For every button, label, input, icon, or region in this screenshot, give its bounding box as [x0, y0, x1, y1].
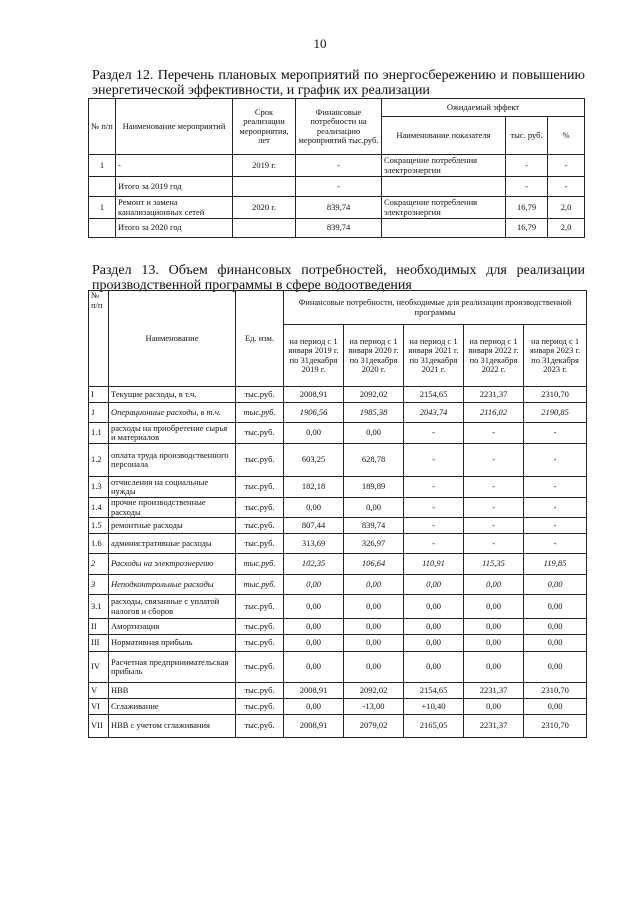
header-period: на период с 1 января 2022 г. по 31декабря 2022 г. [464, 325, 524, 387]
cell-percent: - [548, 177, 585, 197]
cell-value: 0,00 [404, 652, 464, 683]
cell-value: - [464, 498, 524, 518]
cell-value: 0,00 [404, 635, 464, 652]
cell-indicator [382, 219, 506, 238]
cell-value: 2092,02 [344, 387, 404, 403]
cell-unit: тыс.руб. [236, 403, 284, 423]
cell-name: ремонтные расходы [109, 518, 236, 534]
cell-percent: 2,0 [548, 197, 585, 219]
cell-num: III [89, 635, 109, 652]
cell-value: 807,44 [284, 518, 344, 534]
cell-unit: тыс.руб. [236, 518, 284, 534]
table-row [89, 699, 587, 715]
cell-value: 2008,91 [284, 683, 344, 699]
cell-value: 1906,56 [284, 403, 344, 423]
header-name: Наименование мероприятий [116, 99, 233, 155]
section-12-heading: Раздел 12. Перечень плановых мероприятий по энергосбережению и повышению энергетической эффективности, и график их реализации [92, 68, 585, 98]
table-row [89, 423, 587, 444]
cell-value: 0,00 [464, 595, 524, 619]
table-row [89, 575, 587, 595]
cell-unit: тыс.руб. [236, 477, 284, 498]
header-effect: Ожидаемый эффект [382, 99, 585, 117]
cell-value: - [464, 518, 524, 534]
cell-value: 0,00 [464, 575, 524, 595]
cell-num: 1 [89, 197, 116, 219]
cell-value: -13,00 [344, 699, 404, 715]
section-13-heading: Раздел 13. Объем финансовых потребностей, необходимых для реализации производственной программы в сфере водоотведения [92, 263, 585, 293]
table-row [89, 715, 587, 738]
cell-value: 0,00 [284, 498, 344, 518]
table-row [89, 554, 587, 575]
cell-thousand: 16,79 [506, 219, 548, 238]
table-row [89, 652, 587, 683]
cell-unit: тыс.руб. [236, 635, 284, 652]
cell-unit: тыс.руб. [236, 554, 284, 575]
cell-unit: тыс.руб. [236, 715, 284, 738]
cell-value: 2043,74 [404, 403, 464, 423]
header-indicator: Наименование показателя [382, 117, 506, 155]
cell-num: 2 [89, 554, 109, 575]
cell-unit: тыс.руб. [236, 652, 284, 683]
cell-value: 313,69 [284, 534, 344, 554]
cell-value: 2231,37 [464, 387, 524, 403]
cell-value: 189,89 [344, 477, 404, 498]
cell-value: - [404, 498, 464, 518]
cell-value: - [524, 534, 587, 554]
cell-value: - [404, 423, 464, 444]
cell-finance: 839,74 [296, 197, 382, 219]
cell-value: 0,00 [524, 619, 587, 635]
cell-name: Ремонт и замена канализационных сетей [116, 197, 233, 219]
cell-unit: тыс.руб. [236, 595, 284, 619]
cell-finance: - [296, 177, 382, 197]
cell-unit: тыс.руб. [236, 498, 284, 518]
cell-thousand: - [506, 155, 548, 177]
cell-value: 2231,37 [464, 683, 524, 699]
cell-value: 0,00 [344, 575, 404, 595]
cell-value: - [524, 518, 587, 534]
cell-name: Амортизация [109, 619, 236, 635]
cell-value: 0,00 [464, 699, 524, 715]
cell-value: 0,00 [284, 575, 344, 595]
cell-unit: тыс.руб. [236, 699, 284, 715]
header-unit: Ед. изм. [236, 291, 284, 387]
cell-num: 3.1 [89, 595, 109, 619]
cell-value: 0,00 [344, 619, 404, 635]
cell-num: 1.4 [89, 498, 109, 518]
cell-thousand: 16,79 [506, 197, 548, 219]
cell-num: VII [89, 715, 109, 738]
cell-value: 0,00 [284, 619, 344, 635]
cell-value: - [464, 477, 524, 498]
cell-num: 1.1 [89, 423, 109, 444]
table-row [89, 197, 585, 219]
cell-value: 2079,02 [344, 715, 404, 738]
cell-value: 2310,70 [524, 387, 587, 403]
cell-name: Неподконтрольные расходы [109, 575, 236, 595]
cell-term [233, 177, 296, 197]
cell-num [89, 219, 116, 238]
cell-num: I [89, 387, 109, 403]
cell-name: НВВ [109, 683, 236, 699]
cell-value: 2008,91 [284, 715, 344, 738]
header-num: № п/п [89, 99, 116, 155]
table-row [89, 387, 587, 403]
cell-value: +10,40 [404, 699, 464, 715]
cell-value: 839,74 [344, 518, 404, 534]
section-13-table [88, 290, 587, 738]
cell-name: прочие производственные расходы [109, 498, 236, 518]
section-12-table [88, 98, 585, 238]
cell-name: НВВ с учетом сглаживания [109, 715, 236, 738]
table-row [89, 498, 587, 518]
cell-term [233, 219, 296, 238]
table-row [89, 595, 587, 619]
table-row [89, 683, 587, 699]
cell-value: 0,00 [344, 423, 404, 444]
table-row [89, 518, 587, 534]
table-row [89, 155, 585, 177]
cell-value: - [524, 444, 587, 477]
cell-percent: 2,0 [548, 219, 585, 238]
cell-name: Нормативная прибыль [109, 635, 236, 652]
cell-name: Расчетная предпринимательская прибыль [109, 652, 236, 683]
cell-indicator [382, 177, 506, 197]
table-row [89, 477, 587, 498]
cell-num: 1 [89, 155, 116, 177]
cell-value: 0,00 [344, 635, 404, 652]
cell-name: Итого за 2020 год [116, 219, 233, 238]
cell-num: 1 [89, 403, 109, 423]
header-period: на период с 1 января 2019 г. по 31декабря 2019 г. [284, 325, 344, 387]
cell-value: 2310,70 [524, 683, 587, 699]
cell-indicator: Сокращение потребления электроэнергии [382, 155, 506, 177]
cell-value: 326,97 [344, 534, 404, 554]
cell-name: отчисления на социальные нужды [109, 477, 236, 498]
cell-value: 2008,91 [284, 387, 344, 403]
cell-value: 0,00 [284, 635, 344, 652]
cell-value: 0,00 [284, 699, 344, 715]
cell-value: - [464, 423, 524, 444]
cell-num: 3 [89, 575, 109, 595]
header-period: на период с 1 января 2023 г. по 31декабря 2023 г. [524, 325, 587, 387]
header-term: Срок реализации мероприятия, лет [233, 99, 296, 155]
cell-percent: - [548, 155, 585, 177]
cell-value: 102,35 [284, 554, 344, 575]
cell-num: 1.6 [89, 534, 109, 554]
cell-name: Расходы на электроэнергию [109, 554, 236, 575]
table-row [89, 177, 585, 197]
cell-value: 0,00 [344, 498, 404, 518]
cell-value: 2190,85 [524, 403, 587, 423]
cell-name: - [116, 155, 233, 177]
cell-term: 2020 г. [233, 197, 296, 219]
cell-value: 603,25 [284, 444, 344, 477]
cell-value: 2154,65 [404, 683, 464, 699]
cell-unit: тыс.руб. [236, 444, 284, 477]
cell-num: 1.5 [89, 518, 109, 534]
cell-unit: тыс.руб. [236, 619, 284, 635]
header-period: на период с 1 января 2020 г. по 31декабря 2020 г. [344, 325, 404, 387]
cell-indicator: Сокращение потребления электроэнергии [382, 197, 506, 219]
header-num: № п/п [89, 291, 109, 387]
cell-value: 2231,37 [464, 715, 524, 738]
cell-value: 0,00 [344, 595, 404, 619]
header-period: на период с 1 января 2021 г. по 31декабря 2021 г. [404, 325, 464, 387]
cell-value: 0,00 [404, 575, 464, 595]
page-number: 10 [313, 36, 327, 51]
cell-num: 1.2 [89, 444, 109, 477]
cell-num: 1.3 [89, 477, 109, 498]
cell-value: 2116,02 [464, 403, 524, 423]
cell-thousand: - [506, 177, 548, 197]
cell-name: Сглаживание [109, 699, 236, 715]
cell-value: - [404, 534, 464, 554]
table-row [89, 619, 587, 635]
header-finance: Финансовые потребности на реализацию мероприятий тыс.руб. [296, 99, 382, 155]
header-percent: % [548, 117, 585, 155]
cell-value: 115,35 [464, 554, 524, 575]
cell-term: 2019 г. [233, 155, 296, 177]
cell-unit: тыс.руб. [236, 534, 284, 554]
cell-value: 0,00 [284, 595, 344, 619]
cell-value: 2092,02 [344, 683, 404, 699]
cell-name: расходы на приобретение сырья и материалов [109, 423, 236, 444]
header-thousand: тыс. руб. [506, 117, 548, 155]
cell-value: 2310,70 [524, 715, 587, 738]
cell-name: Итого за 2019 год [116, 177, 233, 197]
cell-value: 2165,05 [404, 715, 464, 738]
cell-unit: тыс.руб. [236, 683, 284, 699]
cell-value: 0,00 [524, 699, 587, 715]
cell-unit: тыс.руб. [236, 387, 284, 403]
cell-value: 0,00 [464, 635, 524, 652]
table-row [89, 635, 587, 652]
cell-value: 0,00 [524, 575, 587, 595]
cell-value: - [464, 444, 524, 477]
table-row [89, 534, 587, 554]
cell-value: 119,85 [524, 554, 587, 575]
cell-value: 0,00 [524, 595, 587, 619]
cell-num: VI [89, 699, 109, 715]
cell-value: - [524, 423, 587, 444]
cell-name: Текущие расходы, в т.ч. [109, 387, 236, 403]
cell-value: 0,00 [404, 595, 464, 619]
cell-value: 0,00 [524, 652, 587, 683]
cell-num [89, 177, 116, 197]
cell-value: - [524, 477, 587, 498]
table-row [89, 403, 587, 423]
header-name: Наименование [109, 291, 236, 387]
cell-value: 1985,38 [344, 403, 404, 423]
cell-finance: 839,74 [296, 219, 382, 238]
cell-value: 0,00 [464, 652, 524, 683]
cell-value: 106,64 [344, 554, 404, 575]
cell-value: - [404, 444, 464, 477]
cell-value: 0,00 [344, 652, 404, 683]
cell-unit: тыс.руб. [236, 423, 284, 444]
table-row [89, 219, 585, 238]
cell-value: 0,00 [464, 619, 524, 635]
cell-num: II [89, 619, 109, 635]
cell-value: 628,78 [344, 444, 404, 477]
table-row [89, 444, 587, 477]
cell-name: административные расходы [109, 534, 236, 554]
cell-value: - [404, 477, 464, 498]
cell-name: Операционные расходы, в т.ч. [109, 403, 236, 423]
cell-value: 0,00 [524, 635, 587, 652]
cell-finance: - [296, 155, 382, 177]
cell-value: - [464, 534, 524, 554]
cell-value: - [524, 498, 587, 518]
cell-num: V [89, 683, 109, 699]
cell-value: 0,00 [404, 619, 464, 635]
header-finance: Финансовые потребности, необходимые для реализации производственной программы [284, 291, 587, 325]
cell-value: 2154,65 [404, 387, 464, 403]
cell-value: - [404, 518, 464, 534]
cell-name: расходы, связанные с уплатой налогов и сборов [109, 595, 236, 619]
cell-name: оплата труда производственного персонала [109, 444, 236, 477]
cell-value: 110,91 [404, 554, 464, 575]
cell-unit: тыс.руб. [236, 575, 284, 595]
cell-value: 0,00 [284, 652, 344, 683]
cell-num: IV [89, 652, 109, 683]
cell-value: 182,18 [284, 477, 344, 498]
cell-value: 0,00 [284, 423, 344, 444]
